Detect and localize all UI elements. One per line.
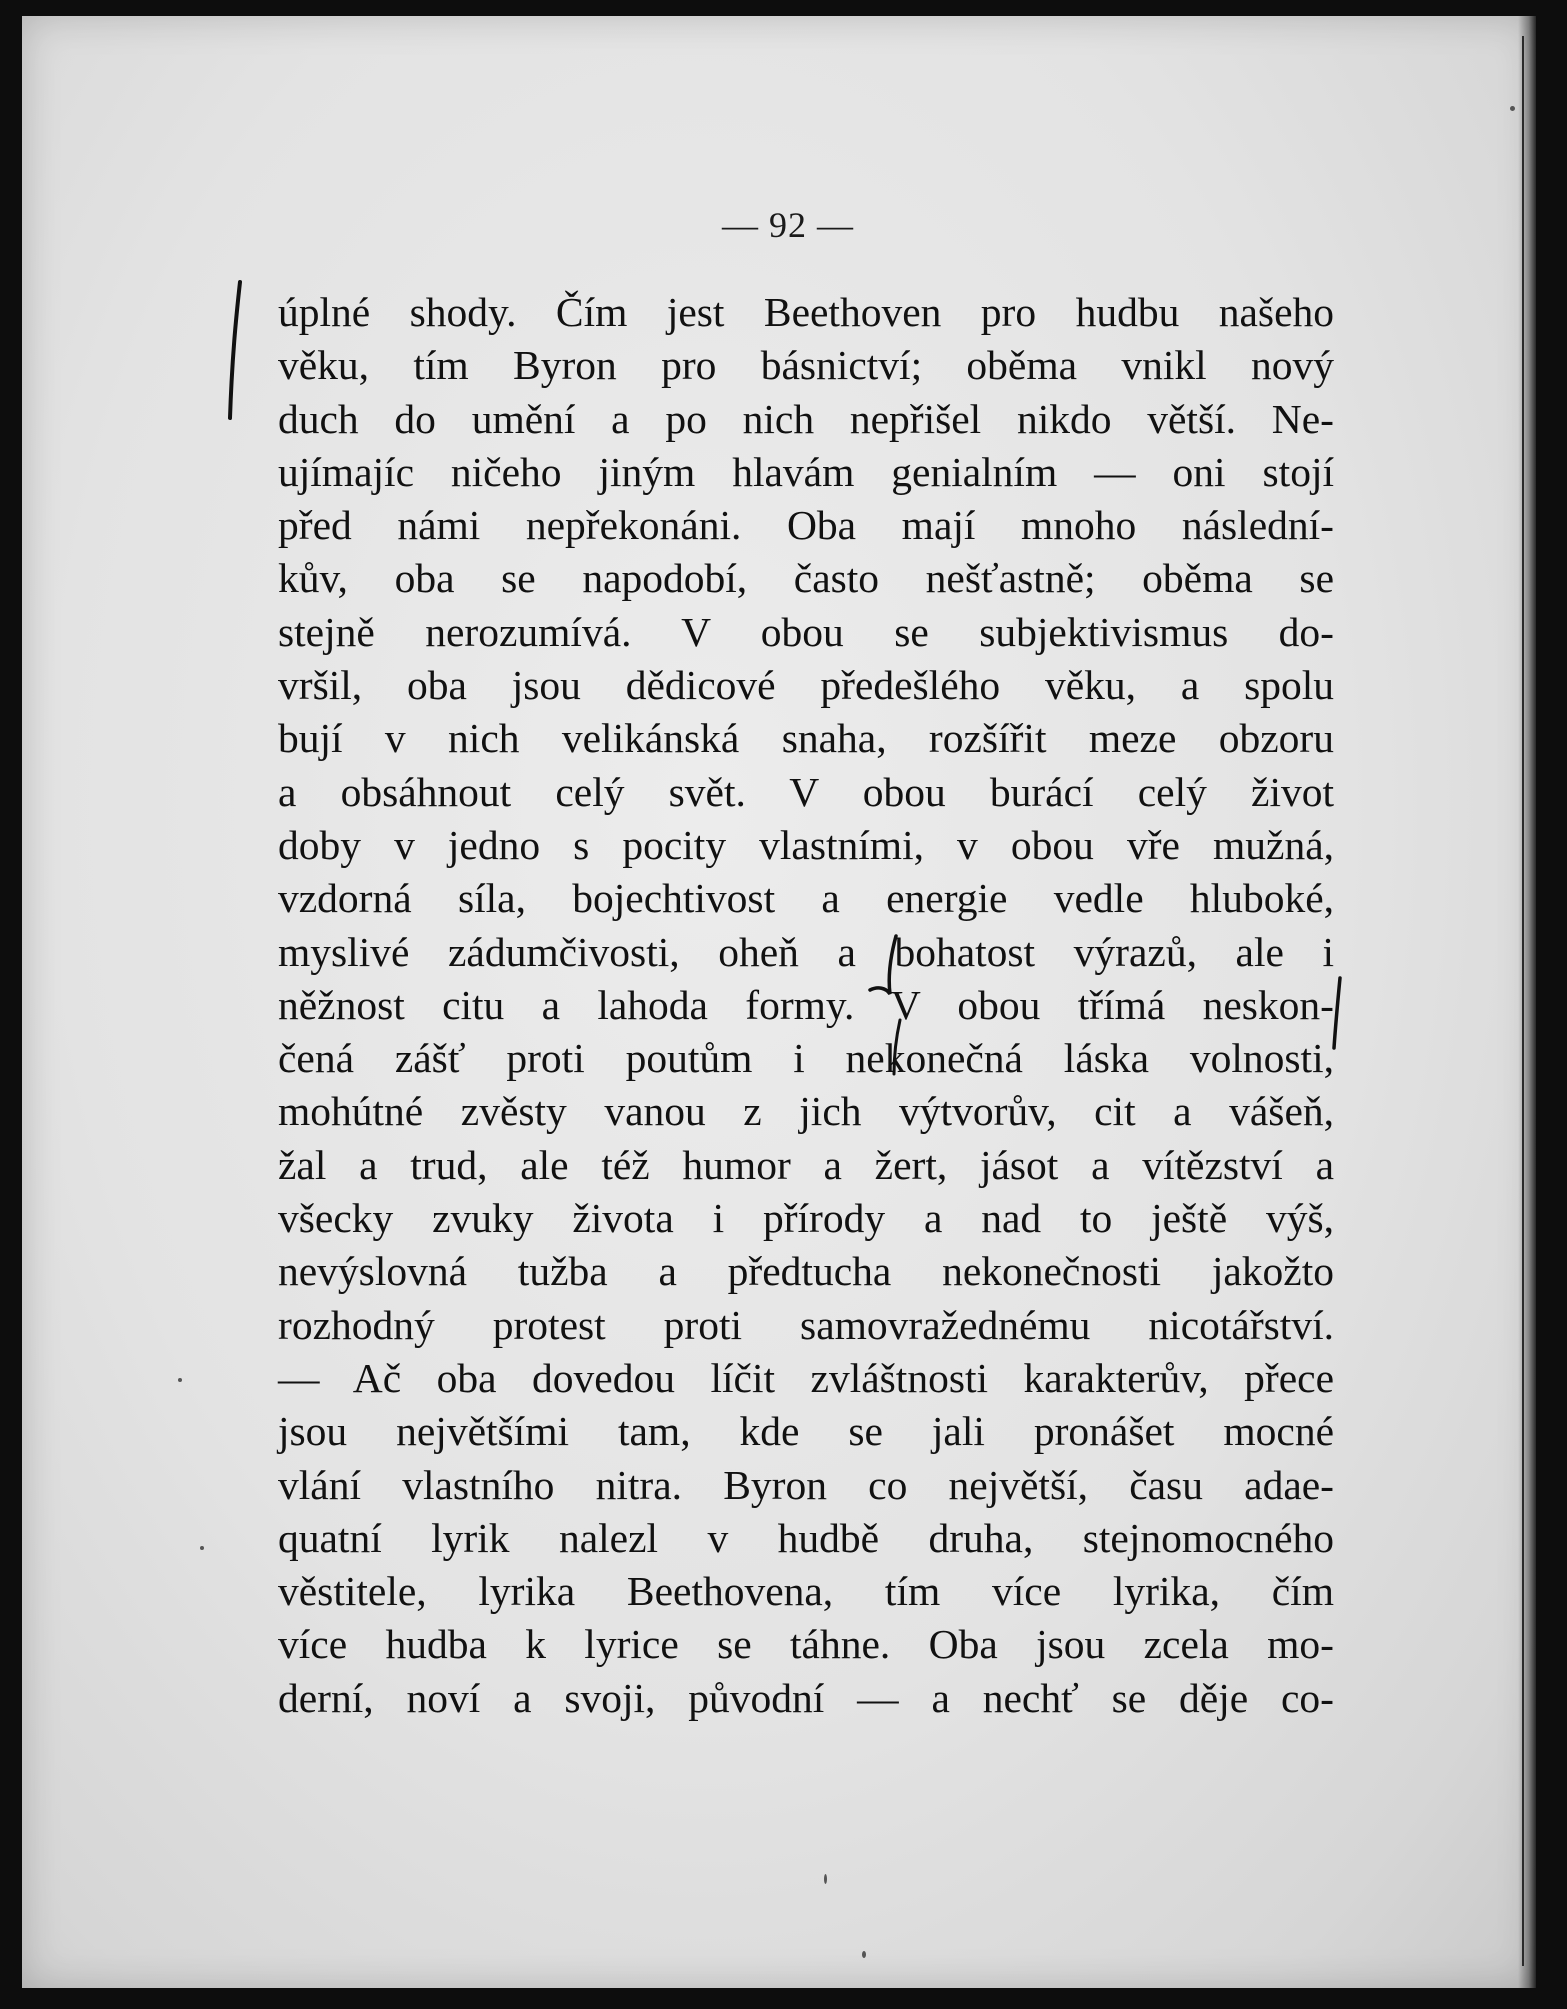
book-page xyxy=(22,16,1536,1988)
text-line: všecky zvuky života i přírody a nad to ještě výš, xyxy=(278,1195,1334,1242)
body-text xyxy=(278,286,1334,1725)
page-edge-line xyxy=(1522,36,1524,1966)
text-line: nevýslovná tužba a předtucha nekonečnosti jakožto xyxy=(278,1248,1334,1295)
text-line: čená zášť proti poutům i nekonečná láska volnosti, xyxy=(278,1035,1334,1082)
text-line: věstitele, lyrika Beethovena, tím více lyrika, čím xyxy=(278,1568,1334,1615)
text-line: a obsáhnout celý svět. V obou burácí celý život xyxy=(278,768,1334,815)
dust-speck xyxy=(862,1951,866,1958)
pencil-margin-mark-left xyxy=(218,278,258,428)
text-line: více hudba k lyrice se táhne. Oba jsou zcela mo- xyxy=(278,1621,1334,1668)
text-line: duch do umění a po nich nepřišel nikdo větší. Ne- xyxy=(278,395,1334,442)
text-line: ujímajíc ničeho jiným hlavám genialním — oni stojí xyxy=(278,448,1334,495)
text-line: doby v jedno s pocity vlastními, v obou vře mužná, xyxy=(278,821,1334,868)
dust-speck xyxy=(200,1546,204,1550)
text-line: derní, noví a svoji, původní — a nechť se děje co- xyxy=(278,1674,1334,1721)
text-line: — Ač oba dovedou líčit zvláštnosti karakterův, přece xyxy=(278,1354,1334,1401)
dust-speck xyxy=(178,1378,182,1382)
page-edge-shadow xyxy=(1518,16,1536,1988)
text-line: něžnost citu a lahoda formy. V obou třímá neskon- xyxy=(278,981,1334,1028)
text-line: quatní lyrik nalezl v hudbě druha, stejnomocného xyxy=(278,1514,1334,1561)
text-line: vlání vlastního nitra. Byron co největší, času adae- xyxy=(278,1461,1334,1508)
dust-speck xyxy=(824,1874,827,1884)
text-line: myslivé zádumčivosti, oheň a bohatost výrazů, ale i xyxy=(278,928,1334,975)
text-line: bují v nich velikánská snaha, rozšířit meze obzoru xyxy=(278,715,1334,762)
page-number: — 92 — xyxy=(722,205,854,245)
text-line: rozhodný protest proti samovražednému nicotářství. xyxy=(278,1301,1334,1348)
text-line: vzdorná síla, bojechtivost a energie vedle hluboké, xyxy=(278,875,1334,922)
text-line: úplné shody. Čím jest Beethoven pro hudbu našeho xyxy=(278,289,1334,335)
text-line: jsou největšími tam, kde se jali pronášet mocné xyxy=(278,1408,1334,1455)
text-line: stejně nerozumívá. V obou se subjektivismus do- xyxy=(278,608,1334,655)
dust-speck xyxy=(1510,106,1515,111)
text-line: věku, tím Byron pro básnictví; oběma vnikl nový xyxy=(278,342,1334,389)
text-line: před námi nepřekonáni. Oba mají mnoho následní- xyxy=(278,502,1334,549)
text-line: žal a trud, ale též humor a žert, jásot a vítězství a xyxy=(278,1141,1334,1188)
text-line: kův, oba se napodobí, často nešťastně; oběma se xyxy=(278,555,1334,602)
text-line: vršil, oba jsou dědicové předešlého věku, a spolu xyxy=(278,662,1334,709)
text-line: mohútné zvěsty vanou z jich výtvorův, cit a vášeň, xyxy=(278,1088,1334,1135)
